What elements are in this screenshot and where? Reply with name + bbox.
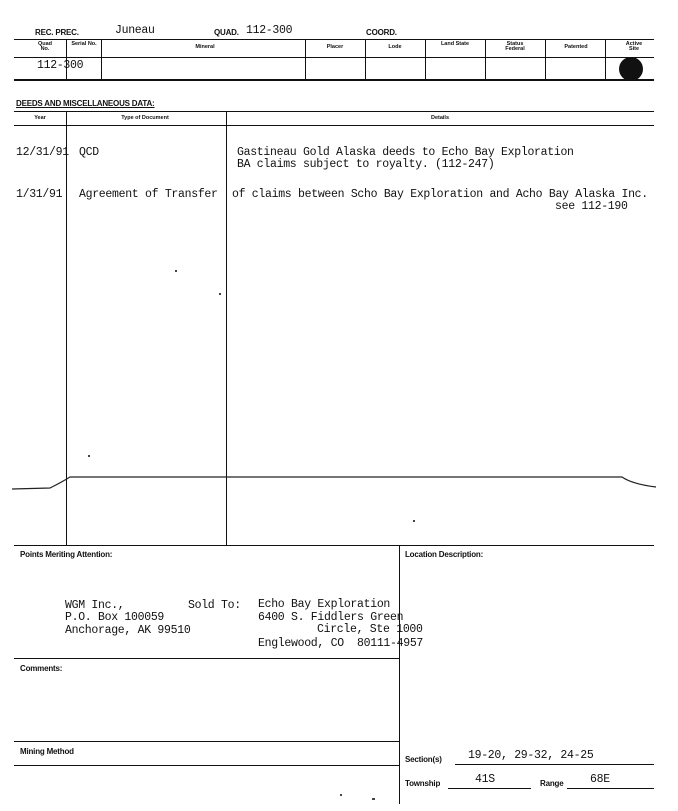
quad-value: 112-300 <box>246 24 293 37</box>
comments-label: Comments: <box>20 664 63 673</box>
range-underline <box>567 788 654 789</box>
mining-method-label: Mining Method <box>20 747 74 756</box>
col-placer: Placer <box>326 44 344 50</box>
deed-details-line: see 112-190 <box>555 200 628 213</box>
deed-year: 1/31/91 <box>16 188 63 201</box>
buyer-line: Englewood, CO 80111-4957 <box>258 637 424 650</box>
bottom-top-rule <box>14 545 654 546</box>
col-patented: Patented <box>564 44 588 50</box>
deeds-top-rule <box>14 111 654 112</box>
deed-details-line: BA claims subject to royalty. (112-247) <box>237 158 495 171</box>
buyer-line: Echo Bay Exploration <box>258 598 391 611</box>
coord-label: COORD. <box>366 28 397 37</box>
sections-underline <box>455 764 654 765</box>
divider <box>425 40 426 79</box>
col-mineral: Mineral <box>195 44 215 50</box>
location-label: Location Description: <box>405 550 484 559</box>
speck <box>413 520 415 522</box>
mining-rule-lower <box>14 765 399 766</box>
mining-rule <box>14 741 399 742</box>
col-type: Type of Document <box>121 115 169 121</box>
divider <box>305 40 306 79</box>
buyer-line: Circle, Ste 1000 <box>317 623 423 636</box>
col-details: Details <box>430 115 450 121</box>
township-underline <box>448 788 531 789</box>
seller-line: WGM Inc., <box>65 599 125 612</box>
sold-to-label: Sold To: <box>188 599 241 612</box>
quad-label: QUAD. <box>214 28 239 37</box>
col-lode: Lode <box>388 44 402 50</box>
deed-type: Agreement of Transfer <box>79 188 218 201</box>
range-label: Range <box>540 779 564 788</box>
township-label: Township <box>405 779 441 788</box>
speck <box>340 794 342 796</box>
header-top-rule <box>14 39 654 40</box>
fold-crease-line <box>10 470 660 496</box>
deed-details-line: of claims between Scho Bay Exploration and Acho Bay Alaska Inc. <box>232 188 648 201</box>
seller-line: P.O. Box 100059 <box>65 611 165 624</box>
deeds-header-rule <box>14 125 654 126</box>
points-label: Points Meriting Attention: <box>20 550 113 559</box>
divider <box>545 40 546 79</box>
col-land-state: Land State <box>440 41 470 47</box>
quad-no-value: 112-300 <box>37 59 84 72</box>
deed-type: QCD <box>79 146 99 159</box>
range-value: 68E <box>590 773 610 786</box>
sections-value: 19-20, 29-32, 24-25 <box>468 749 594 762</box>
active-site-dot <box>619 57 643 81</box>
col-year: Year <box>34 115 46 121</box>
speck <box>175 270 177 272</box>
comments-rule <box>14 658 399 659</box>
speck <box>88 455 90 457</box>
seller-line: Anchorage, AK 99510 <box>65 624 191 637</box>
rec-prec-label: REC. PREC. <box>35 28 79 37</box>
divider <box>605 40 606 79</box>
speck <box>219 293 221 295</box>
col-active-site: Active Site <box>625 41 643 52</box>
bottom-divider <box>399 546 400 804</box>
rec-prec-value: Juneau <box>115 24 155 37</box>
deed-details-line: Gastineau Gold Alaska deeds to Echo Bay Exploration <box>237 146 574 159</box>
col-status-federal: Status Federal <box>505 41 525 52</box>
divider <box>101 40 102 79</box>
buyer-line: 6400 S. Fiddlers Green <box>258 611 404 624</box>
deed-year: 12/31/91 <box>16 146 69 159</box>
deeds-section-title: DEEDS AND MISCELLANEOUS DATA: <box>16 99 155 108</box>
speck <box>372 798 375 800</box>
township-value: 41S <box>475 773 495 786</box>
sections-label: Section(s) <box>405 755 442 764</box>
col-serial-no: Serial No. <box>71 41 97 47</box>
header-mid-rule <box>14 57 654 58</box>
col-quad-no: Quad No. <box>37 41 53 52</box>
divider <box>485 40 486 79</box>
divider <box>365 40 366 79</box>
header-bottom-rule <box>14 79 654 81</box>
